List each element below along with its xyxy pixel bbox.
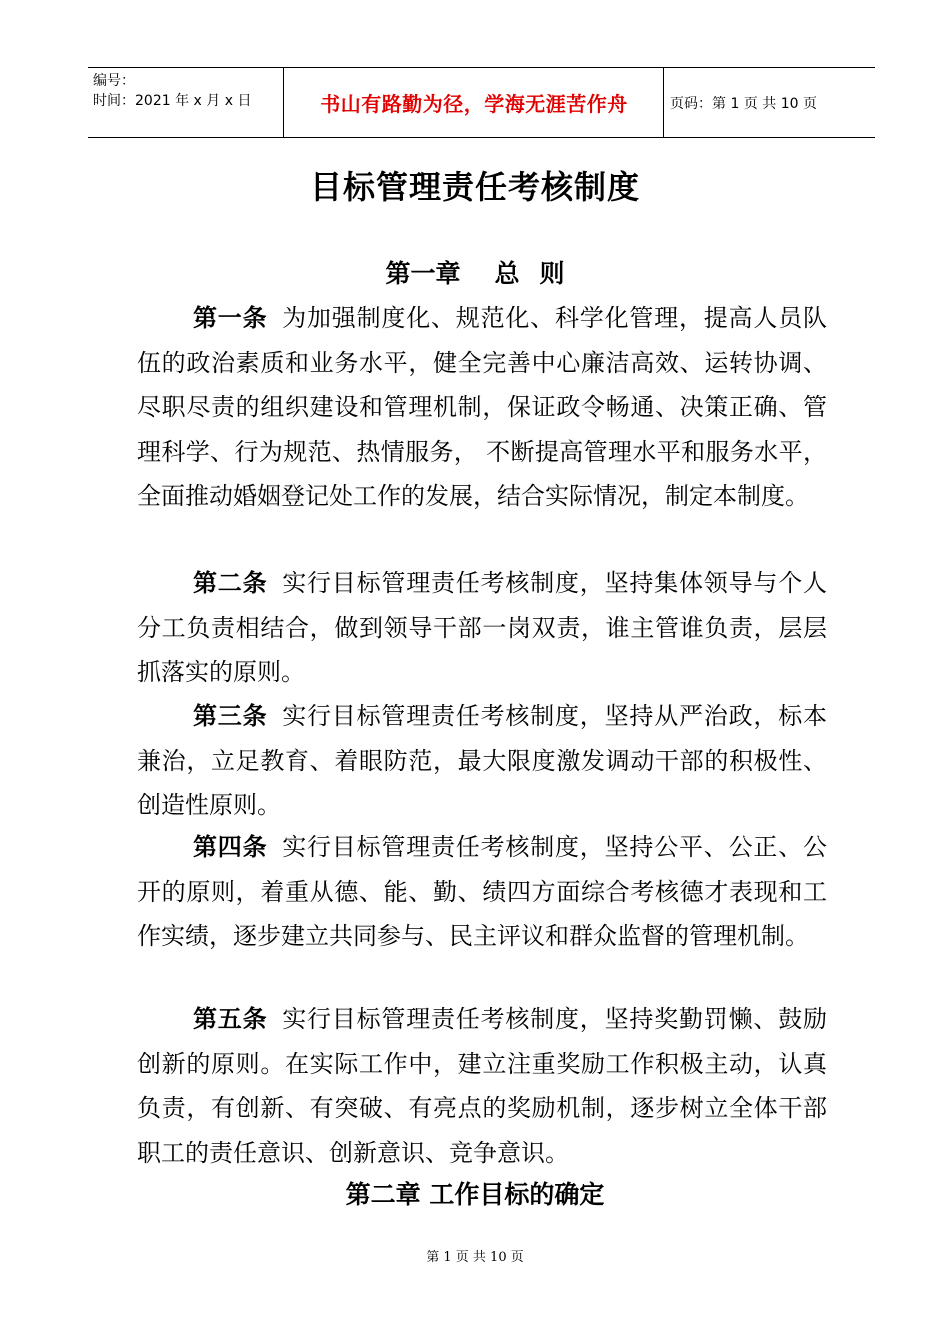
header-motto-cell — [285, 68, 664, 137]
article-3 — [137, 694, 827, 828]
document-title: 目标管理责任考核制度 — [309, 168, 640, 206]
article-text: 实行目标管理责任考核制度，坚持从严治政，标本兼治，立足教育、着眼防范，最大限度激发调动干部的积极性、创造性原则。 — [137, 702, 828, 819]
article-text: 实行目标管理责任考核制度，坚持公平、公正、公开的原则，着重从德、能、勤、绩四方面综合考核德才表现和工作实绩，逐步建立共同参与、民主评议和群众监督的管理机制。 — [137, 833, 828, 950]
chapter-2-heading: 第二章 工作目标的确定 — [345, 1180, 605, 1209]
article-label: 第一条 — [193, 303, 268, 332]
header-page-cell — [664, 68, 875, 137]
number-label: 编号： — [93, 73, 135, 89]
article-label: 第五条 — [193, 1004, 268, 1033]
article-label: 第二条 — [193, 568, 268, 597]
article-1 — [137, 296, 827, 519]
page-footer: 第 1 页 共 10 页 — [426, 1250, 524, 1265]
article-text: 实行目标管理责任考核制度，坚持奖勤罚懒、鼓励创新的原则。在实际工作中，建立注重奖励工作积极主动，认真负责，有创新、有突破、有亮点的奖励机制，逐步树立全体干部职工的责任意识、创新意识、竞争意识。 — [137, 1005, 828, 1167]
article-2 — [137, 561, 827, 695]
article-5 — [137, 997, 827, 1175]
chapter-1-title-a: 总 — [494, 259, 520, 288]
page-label: 页码：第 1 页 共 10 页 — [670, 95, 817, 112]
article-text: 为加强制度化、规范化、科学化管理，提高人员队伍的政治素质和业务水平，健全完善中心廉洁高效、运转协调、尽职尽责的组织建设和管理机制，保证政令畅通、决策正确、管理科学、行为规范、热情服务， 不断提高管理水平和服务水平，全面推动婚姻登记处工作的发展，结合实际情况，制定本制度。 — [137, 304, 828, 510]
chapter-1-heading — [0, 254, 950, 290]
article-text: 实行目标管理责任考核制度，坚持集体领导与个人分工负责相结合，做到领导干部一岗双责，谁主管谁负责，层层抓落实的原则。 — [137, 569, 828, 686]
time-label: 时间：2021 年 x 月 x 日 — [93, 93, 252, 109]
header-meta — [88, 68, 284, 137]
chapter-1-number: 第一章 — [385, 259, 461, 288]
header-motto: 书山有路勤为径，学海无涯苦作舟 — [320, 92, 628, 116]
article-label: 第四条 — [193, 832, 268, 861]
chapter-1-title-b: 则 — [539, 259, 565, 288]
article-4 — [137, 825, 827, 959]
page-header — [88, 67, 875, 138]
article-label: 第三条 — [193, 701, 268, 730]
